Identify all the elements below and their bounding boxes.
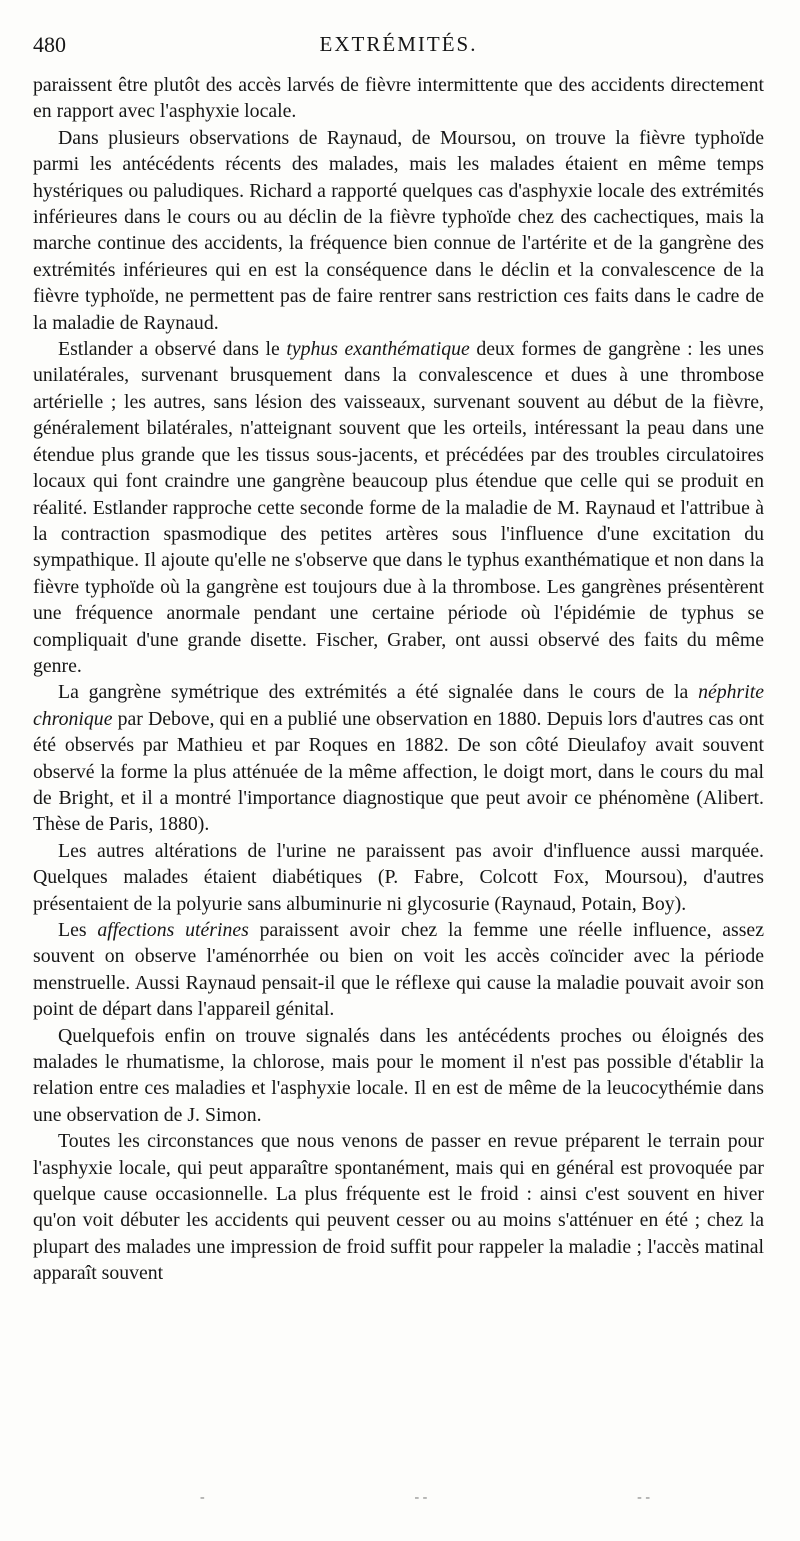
paragraph-text-end: paraissent avoir chez la femme une réelle influence, assez souvent on observe l'aménorrhée ou bien on voit les accès coïncider avec la période menstruelle. Aussi Raynaud pensait-il que le réflexe qui cause la maladie pouvait avoir son point de départ dans l'appareil génital.: [33, 919, 764, 1021]
paragraph-text: Dans plusieurs observations de Raynaud, de Moursou, on trouve la fièvre typhoïde parmi les antécédents récents des malades, mais les malades étaient en même temps hystériques ou paludiques. Richard a rapporté quelques cas d'asphyxie locale des extrémités inférieures dans le cours ou au déclin de la fièvre typhoïde chez des cachectiques, mais la marche continue des accidents, la fréquence bien connue de l'artérite et de la gangrène des extrémités inférieures qui en est la conséquence dans le déclin et la convalescence de la fièvre typhoïde, ne permettent pas de faire rentrer sans restriction ces faits dans le cadre de la maladie de Raynaud.: [33, 126, 764, 334]
paragraph-text: Quelquefois enfin on trouve signalés dans les antécédents proches ou éloignés des malades le rhumatisme, la chlorose, mais pour le moment il n'est pas possible d'établir la relation entre ces maladies et l'asphyxie locale. Il en est de même de la leucocythémie dans une observation de J. Simon.: [33, 1024, 764, 1126]
italic-term: néphrite chronique: [33, 681, 764, 730]
paragraph-text: Les autres altérations de l'urine ne paraissent pas avoir d'influence aussi marquée. Quelques malades étaient diabétiques (P. Fabre, Colcott Fox, Moursou), d'autres présentaient de la polyurie sans albuminurie ni glycosurie (Raynaud, Potain, Boy).: [33, 839, 764, 915]
italic-term: typhus exanthématique: [286, 338, 470, 361]
page-header: [33, 22, 764, 62]
page-number: 480: [33, 32, 66, 57]
body-text: [33, 72, 764, 1287]
paragraph-text-end: par Debove, qui en a publié une observation en 1880. Depuis lors d'autres cas ont été observés par Mathieu et par Roques en 1882. De son côté Dieulafoy avait souvent observé la forme la plus atténuée de la même affection, le doigt mort, dans le cours du mal de Bright, et il a montré l'importance diagnostique que peut avoir ce phénomène (Alibert. Thèse de Paris, 1880).: [33, 707, 764, 836]
footer-mark: - -: [414, 1490, 428, 1505]
paragraph-text-start: Les: [58, 919, 98, 941]
footer-mark: - -: [637, 1490, 650, 1505]
paragraph-nephritis: [33, 679, 764, 837]
paragraph-text: Toutes les circonstances que nous venons de passer en revue préparent le terrain pour l'asphyxie locale, qui peut apparaître spontanément, mais qui en général est provoquée par quelque cause occasionnelle. La plus fréquente est le froid : ainsi c'est souvent en hiver qu'on voit débuter les accidents qui peuvent cesser ou au moins s'atténuer en été ; chez la plupart des malades une impression de froid suffit pour rappeler la maladie ; l'accès matinal apparaît souvent: [33, 1130, 764, 1285]
running-title: EXTRÉMITÉS.: [319, 32, 478, 56]
paragraph-urine: [33, 838, 764, 917]
paragraph-text-start: La gangrène symétrique des extrémités a été signalée dans le cours de la: [58, 681, 699, 704]
paragraph-typhus: [33, 336, 764, 679]
paragraph-continued: [33, 72, 764, 125]
italic-term: affections utérines: [97, 919, 249, 941]
paragraph-rheumatism: [33, 1023, 764, 1129]
paragraph-typhoid: [33, 125, 764, 336]
page-footer-marks: [200, 1490, 650, 1506]
paragraph-uterine: [33, 917, 764, 1023]
paragraph-text-end: deux formes de gangrène : les unes unilatérales, survenant brusquement dans la convalescence et dues à une thrombose artérielle ; les autres, sans lésion des vaisseaux, survenant souvent au début de la fièvre, généralement bilatérales, n'atteignant souvent que les orteils, intéressant la peau dans une étendue plus grande que les tissus sous-jacents, et précédées par des troubles circulatoires locaux qui font craindre une gangrène beaucoup plus étendue que celle qui se produit en réalité. Estlander rapproche cette seconde forme de la maladie de M. Raynaud et l'attribue à la contraction spasmodique des petites artères sous l'influence d'une excitation du sympathique. Il ajoute qu'elle ne s'observe que dans le typhus exanthématique et non dans la fièvre typhoïde où la gangrène est toujours due à la thrombose. Les gangrènes présentèrent une fréquence anormale pendant une certaine période où l'épidémie de typhus se compliquait d'une grande disette. Fischer, Graber, ont aussi observé des faits du même genre.: [33, 338, 765, 677]
footer-mark: -: [200, 1490, 205, 1505]
paragraph-text-start: Estlander a observé dans le: [58, 338, 287, 361]
paragraph-cold: [33, 1128, 764, 1286]
paragraph-text: paraissent être plutôt des accès larvés de fièvre intermittente que des accidents directement en rapport avec l'asphyxie locale.: [33, 74, 764, 123]
